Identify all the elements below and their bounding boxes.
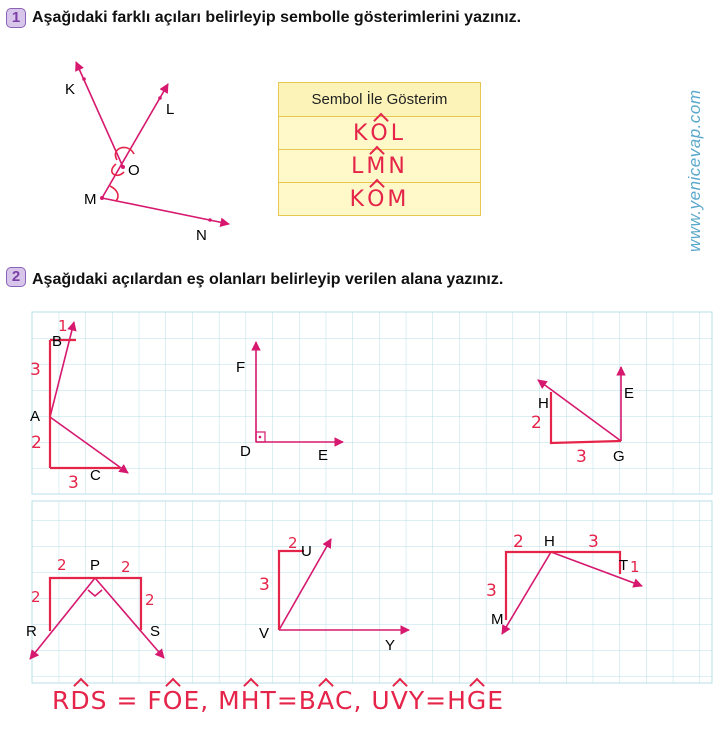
label-M: M [491,611,504,628]
num-bac-top: 1 [58,317,68,335]
num-bac-a2: 2 [31,433,42,453]
num-rps-r: 2 [121,558,131,576]
svg-text:www.yenicevap.com: www.yenicevap.com [685,89,704,252]
question-2-number: 2 [6,267,26,287]
num-hge-g: 3 [576,447,587,467]
angle-arc-LMN [110,186,118,201]
symbol-table [278,82,481,216]
label-T: T [619,557,629,574]
label-E: E [318,447,329,464]
label-G: G [613,448,625,465]
label-E-2: E [624,385,635,402]
symbol-table-header: Sembol İle Gösterim [279,83,481,117]
point-label-M: M [84,191,97,208]
num-rps-rl: 2 [31,588,41,606]
question-1-text: Aşağıdaki farklı açıları belirleyip sembolle gösterimlerini yazınız. [32,9,522,26]
symbol-answer-2: LMN [279,150,481,183]
num-mht-t: 1 [630,558,640,576]
label-F: F [236,359,246,376]
label-R: R [26,623,37,640]
point-label-K: K [65,81,76,98]
label-V: V [259,625,270,642]
num-rps-sr: 2 [145,591,155,609]
num-bac-ab: 3 [30,360,41,380]
label-B: B [52,333,63,350]
num-uvy-v: 3 [259,575,270,595]
question-1-number: 1 [6,8,26,28]
point-label-O: O [128,162,140,179]
num-mht-l: 2 [513,532,524,552]
grid-panel-top [32,312,712,494]
label-P: P [90,557,101,574]
label-C: C [90,467,101,484]
point-label-L: L [166,101,175,118]
label-U: U [301,543,312,560]
handwritten-answer: RDS = FOE, MHT=BAC, UVY=HGE [52,686,505,715]
num-uvy-u: 2 [288,534,298,552]
num-mht-r: 3 [588,532,599,552]
label-S: S [150,623,161,640]
question-2-text: Aşağıdaki açılardan eş olanları belirleyip verilen alana yazınız. [32,271,504,288]
num-bac-c: 3 [68,473,79,493]
label-D: D [240,443,251,460]
label-A: A [30,408,41,425]
num-mht-m: 3 [486,581,497,601]
watermark [670,30,718,260]
num-hge-h: 2 [531,413,542,433]
label-H: H [538,395,549,412]
symbol-answer-3: KOM [279,183,481,216]
num-rps-l: 2 [57,556,67,574]
label-H-2: H [544,533,555,550]
q2-grid-figure [0,300,718,690]
symbol-answer-1: KOL [279,117,481,150]
grid-panel-bottom [32,501,712,683]
q1-angle-figure [0,40,260,250]
label-Y: Y [385,637,396,654]
point-label-N: N [196,227,207,244]
